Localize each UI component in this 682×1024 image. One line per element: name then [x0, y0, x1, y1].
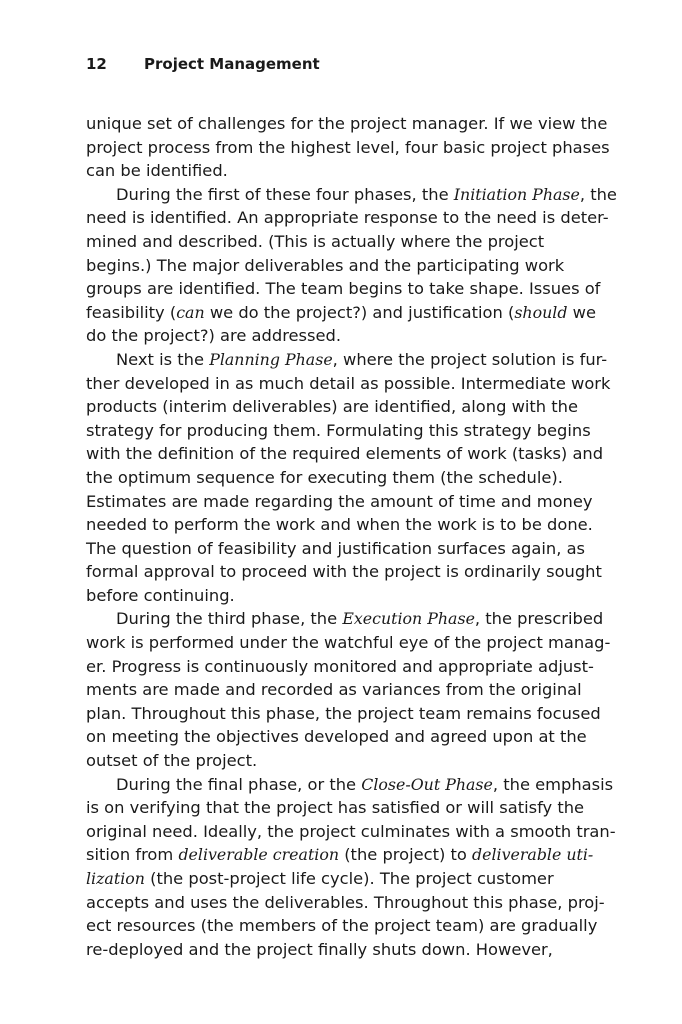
paragraph-first-line: During the final phase, or the Close-Out Phase, the emphasis — [116, 774, 614, 794]
text-line: outset of the project. — [86, 751, 258, 771]
italic-term: deliverable creation — [178, 845, 340, 865]
text-line: re-deployed and the project finally shuts down. However, — [86, 939, 553, 959]
text-line: mined and described. (This is actually where the project — [86, 231, 545, 251]
text-line: ther developed in as much detail as possible. Intermediate work — [86, 373, 611, 393]
text-line: formal approval to proceed with the project is ordinarily sought — [86, 562, 602, 582]
text-line: lization (the post-project life cycle). The project customer — [86, 869, 554, 888]
italic-term: can — [176, 302, 205, 322]
book-title: Project Management — [144, 55, 320, 73]
italic-term: Initiation Phase — [453, 184, 580, 204]
running-head — [86, 54, 320, 74]
text-line: can be identified. — [86, 161, 228, 181]
text-line: work is performed under the watchful eye of the project manag- — [86, 633, 611, 653]
text-line: accepts and uses the deliverables. Throughout this phase, proj- — [86, 892, 605, 912]
paragraph-first-line: Next is the Planning Phase, where the project solution is fur- — [116, 349, 608, 369]
italic-term: lization — [86, 869, 145, 888]
text-line: needed to perform the work and when the work is to be done. — [86, 515, 593, 535]
paragraph-first-line: During the third phase, the Execution Phase, the prescribed — [116, 609, 604, 629]
text-line: before continuing. — [86, 585, 235, 605]
text-line: project process from the highest level, four basic project phases — [86, 137, 610, 157]
italic-term: Planning Phase — [209, 349, 333, 369]
text-line: sition from deliverable creation (the project) to deliverable uti- — [86, 845, 594, 865]
text-line: original need. Ideally, the project culminates with a smooth tran- — [86, 821, 616, 841]
text-line: groups are identified. The team begins to take shape. Issues of — [86, 279, 601, 299]
text-line: unique set of challenges for the project manager. If we view the — [86, 114, 608, 133]
text-line: need is identified. An appropriate response to the need is deter- — [86, 208, 609, 228]
italic-term: should — [514, 302, 568, 322]
body-text — [86, 112, 617, 961]
text-line: with the definition of the required elements of work (tasks) and — [86, 444, 604, 464]
text-line: strategy for producing them. Formulating this strategy begins — [86, 420, 591, 440]
text-line: feasibility (can we do the project?) and justification (should we — [86, 302, 596, 322]
paragraph-first-line: During the first of these four phases, the Initiation Phase, the — [116, 184, 617, 204]
italic-term: Close-Out Phase — [361, 774, 493, 794]
text-line: is on verifying that the project has satisfied or will satisfy the — [86, 798, 585, 818]
text-line: The question of feasibility and justification surfaces again, as — [86, 538, 586, 558]
text-line: do the project?) are addressed. — [86, 326, 342, 346]
page-number: 12 — [86, 55, 107, 73]
text-line: plan. Throughout this phase, the project team remains focused — [86, 703, 601, 723]
text-line: on meeting the objectives developed and agreed upon at the — [86, 727, 587, 747]
text-line: the optimum sequence for executing them (the schedule). — [86, 467, 563, 487]
text-line: ments are made and recorded as variances from the original — [86, 680, 582, 700]
text-line: begins.) The major deliverables and the participating work — [86, 255, 565, 275]
text-line: products (interim deliverables) are identified, along with the — [86, 397, 579, 417]
text-line: ect resources (the members of the project team) are gradually — [86, 916, 598, 936]
text-line: er. Progress is continuously monitored and appropriate adjust- — [86, 656, 594, 676]
text-line: Estimates are made regarding the amount of time and money — [86, 491, 593, 511]
italic-term: Execution Phase — [342, 609, 475, 629]
italic-term: deliverable uti- — [472, 845, 594, 865]
